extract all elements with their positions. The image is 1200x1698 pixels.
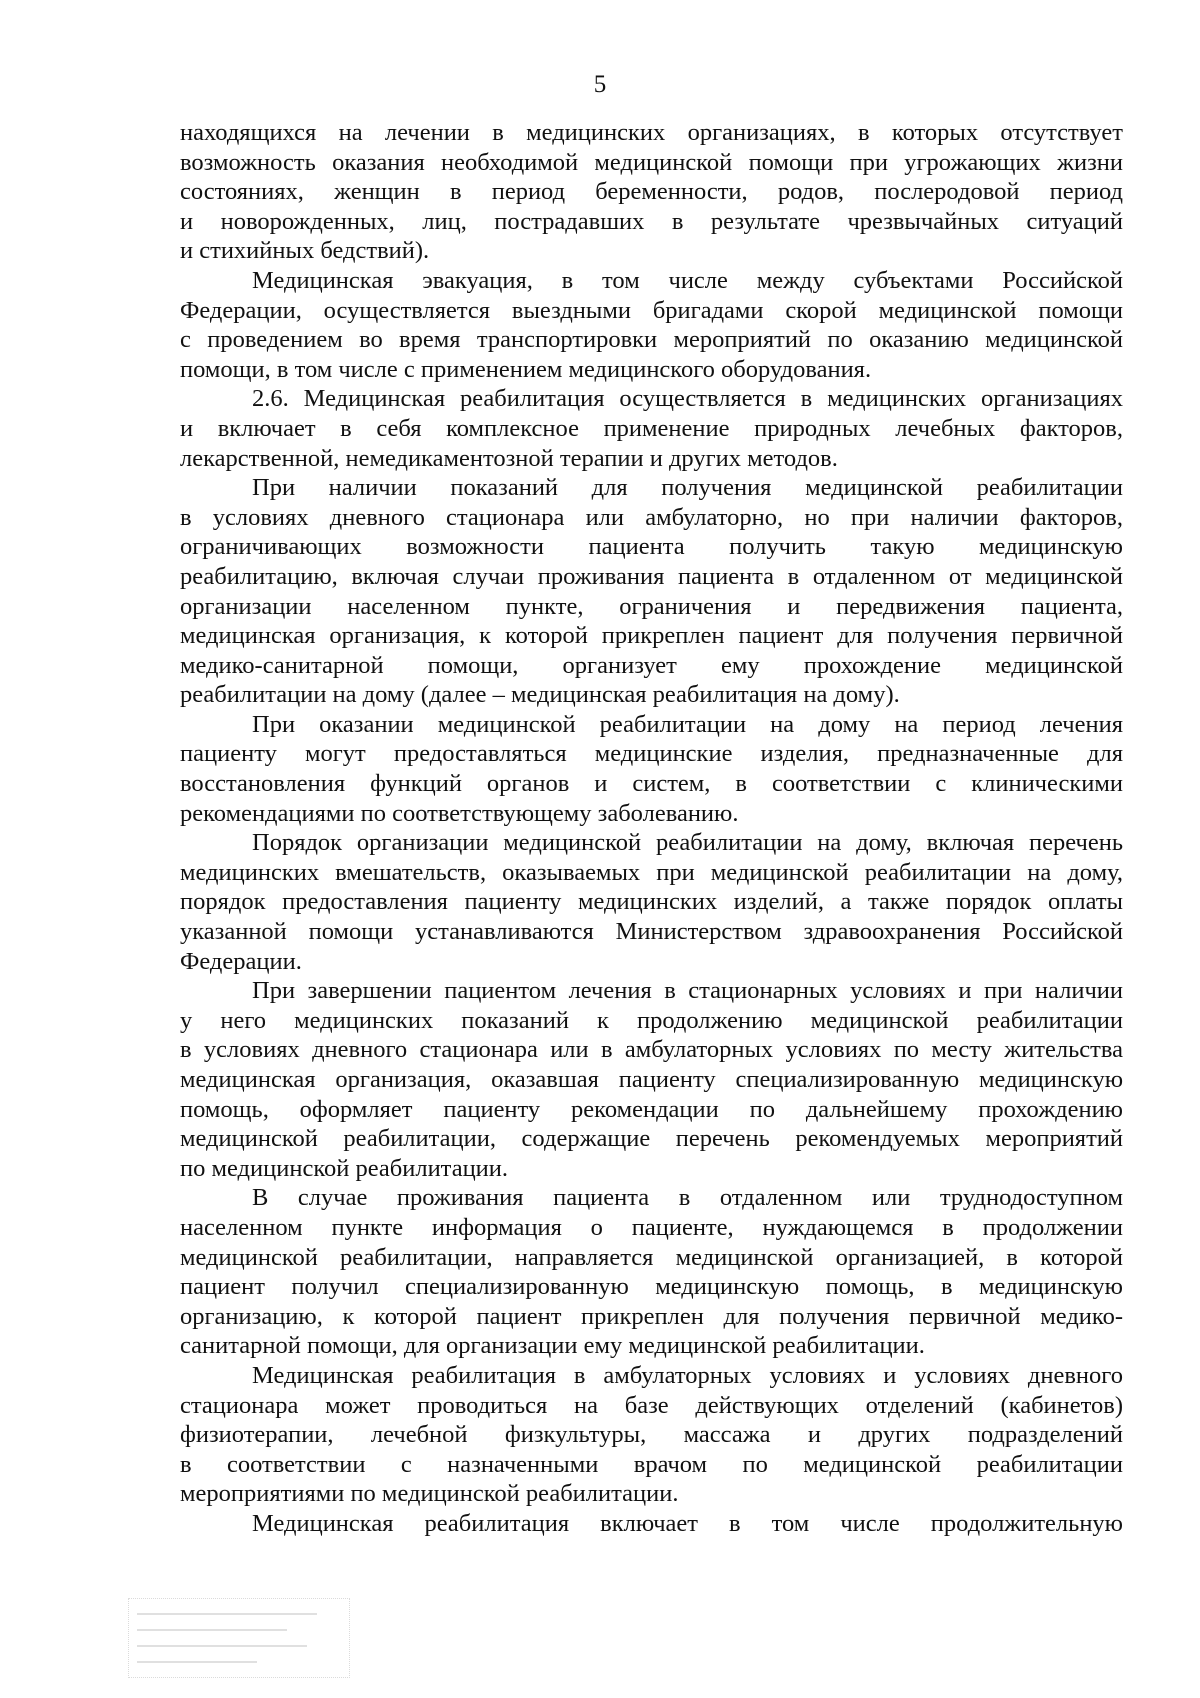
text-line: помощь, оформляет пациенту рекомендации по дальнейшему прохождению	[180, 1095, 1123, 1123]
text-line: реабилитацию, включая случаи проживания пациента в отдаленном от медицинской	[180, 562, 1123, 590]
text-line: ограничивающих возможности пациента получить такую медицинскую	[180, 533, 1123, 561]
text-line: мероприятиями по медицинской реабилитации.	[180, 1480, 679, 1508]
text-line: медико-санитарной помощи, организует ему прохождение медицинской	[180, 651, 1123, 679]
text-line: Федерации, осуществляется выездными бригадами скорой медицинской помощи	[180, 296, 1123, 324]
text-line: пациент получил специализированную медицинскую помощь, в медицинскую	[180, 1273, 1123, 1301]
text-line: в соответствии с назначенными врачом по медицинской реабилитации	[180, 1450, 1123, 1478]
text-line: При завершении пациентом лечения в стационарных условиях и при наличии	[252, 977, 1123, 1005]
text-line: стационара может проводиться на базе действующих отделений (кабинетов)	[180, 1391, 1123, 1419]
text-line: и включает в себя комплексное применение природных лечебных факторов,	[180, 414, 1123, 442]
text-line: рекомендациями по соответствующему заболеванию.	[180, 799, 739, 827]
faded-stamp-mark	[128, 1598, 350, 1678]
text-line: восстановления функций органов и систем, в соответствии с клиническими	[180, 770, 1123, 798]
text-line: помощи, в том числе с применением медицинского оборудования.	[180, 355, 872, 383]
text-line: состояниях, женщин в период беременности, родов, послеродовой период	[180, 178, 1123, 206]
text-line: находящихся на лечении в медицинских организациях, в которых отсутствует	[180, 119, 1123, 146]
text-line: Медицинская эвакуация, в том числе между субъектами Российской	[252, 266, 1123, 294]
text-line: санитарной помощи, для организации ему медицинской реабилитации.	[180, 1332, 925, 1360]
text-line: и стихийных бедствий).	[180, 237, 430, 265]
text-line: населенном пункте информация о пациенте, нуждающемся в продолжении	[180, 1213, 1123, 1241]
text-line: по медицинской реабилитации.	[180, 1154, 509, 1182]
text-line: пациенту могут предоставляться медицинские изделия, предназначенные для	[180, 740, 1123, 768]
text-line: Медицинская реабилитация включает в том числе продолжительную	[252, 1509, 1123, 1537]
text-line: медицинской реабилитации, направляется медицинской организацией, в которой	[180, 1243, 1123, 1271]
text-line: с проведением во время транспортировки мероприятий по оказанию медицинской	[180, 326, 1123, 354]
text-line: в условиях дневного стационара или в амбулаторных условиях по месту жительства	[180, 1036, 1123, 1064]
text-line: порядок предоставления пациенту медицинских изделий, а также порядок оплаты	[180, 888, 1123, 916]
document-body	[180, 118, 1123, 1539]
text-line: При наличии показаний для получения медицинской реабилитации	[252, 474, 1123, 502]
text-line: Федерации.	[180, 947, 302, 975]
text-line: организации населенном пункте, ограничения и передвижения пациента,	[180, 592, 1123, 620]
text-line: у него медицинских показаний к продолжению медицинской реабилитации	[180, 1006, 1123, 1034]
text-line: возможность оказания необходимой медицинской помощи при угрожающих жизни	[180, 148, 1123, 176]
text-line: 2.6. Медицинская реабилитация осуществляется в медицинских организациях	[252, 385, 1123, 413]
text-line: организацию, к которой пациент прикреплен для получения первичной медико-	[180, 1302, 1123, 1330]
page-number: 5	[593, 71, 607, 98]
text-line: в условиях дневного стационара или амбулаторно, но при наличии факторов,	[180, 503, 1123, 531]
text-line: указанной помощи устанавливаются Министерством здравоохранения Российской	[180, 918, 1123, 946]
text-line: медицинской реабилитации, содержащие перечень рекомендуемых мероприятий	[180, 1125, 1123, 1153]
text-line: медицинская организация, оказавшая пациенту специализированную медицинскую	[180, 1066, 1123, 1093]
text-line: Медицинская реабилитация в амбулаторных условиях и условиях дневного	[252, 1361, 1123, 1389]
text-line: При оказании медицинской реабилитации на дому на период лечения	[252, 710, 1123, 738]
text-line: физиотерапии, лечебной физкультуры, массажа и других подразделений	[180, 1421, 1123, 1449]
text-line: Порядок организации медицинской реабилитации на дому, включая перечень	[252, 829, 1123, 857]
text-line: реабилитации на дому (далее – медицинская реабилитация на дому).	[180, 681, 900, 709]
text-line: медицинских вмешательств, оказываемых при медицинской реабилитации на дому,	[180, 858, 1123, 886]
text-line: медицинская организация, к которой прикреплен пациент для получения первичной	[180, 622, 1123, 650]
text-line: лекарственной, немедикаментозной терапии и других методов.	[180, 444, 838, 472]
text-line: и новорожденных, лиц, пострадавших в результате чрезвычайных ситуаций	[180, 207, 1123, 235]
text-line: В случае проживания пациента в отдаленном или труднодоступном	[252, 1184, 1123, 1212]
